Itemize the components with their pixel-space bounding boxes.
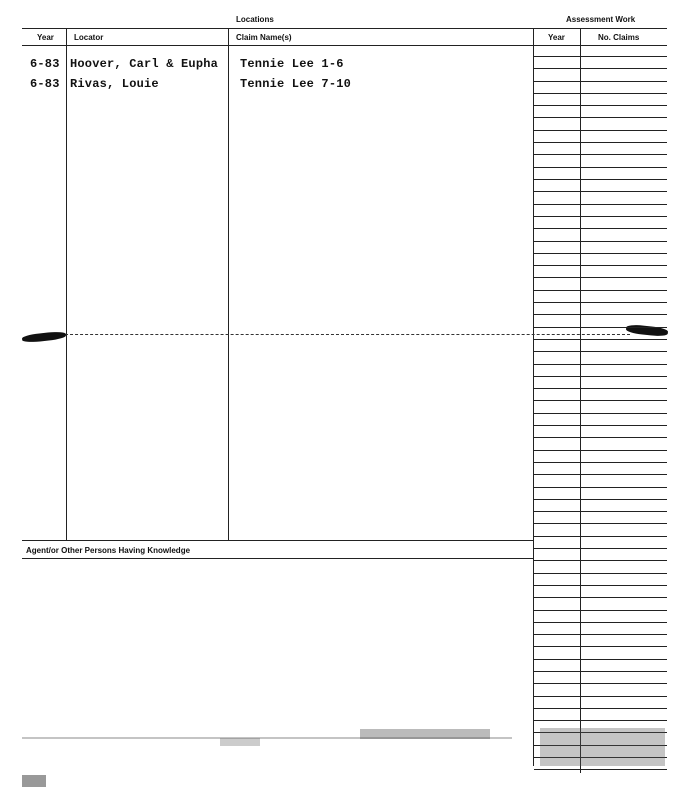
scan-noise-blob-1 (360, 729, 490, 739)
aw-ruled-line (534, 191, 667, 192)
aw-ruled-line (534, 179, 667, 180)
aw-ruled-line (534, 425, 667, 426)
agent-section-top-rule (22, 540, 534, 541)
header-bottom-rule (22, 45, 667, 46)
aw-ruled-line (534, 696, 667, 697)
aw-ruled-line (534, 228, 667, 229)
aw-ruled-line (534, 290, 667, 291)
col-claim-names-header: Claim Name(s) (236, 33, 292, 42)
aw-ruled-line (534, 277, 667, 278)
aw-ruled-line (534, 573, 667, 574)
fold-line (60, 334, 630, 335)
aw-ruled-line (534, 204, 667, 205)
aw-ruled-line (534, 302, 667, 303)
aw-ruled-line (534, 364, 667, 365)
scan-noise-blob-2 (220, 738, 260, 746)
aw-ruled-line (534, 314, 667, 315)
aw-ruled-line (534, 597, 667, 598)
aw-ruled-line (534, 56, 667, 57)
aw-ruled-line (534, 388, 667, 389)
col-year-header: Year (37, 33, 54, 42)
aw-ruled-line (534, 610, 667, 611)
aw-ruled-line (534, 142, 667, 143)
aw-ruled-line (534, 253, 667, 254)
aw-ruled-line (534, 376, 667, 377)
locations-label: Locations (236, 15, 274, 24)
aw-ruled-line (534, 265, 667, 266)
aw-ruled-line (534, 339, 667, 340)
aw-ruled-line (534, 622, 667, 623)
col-divider-year (66, 28, 67, 540)
aw-ruled-line (534, 68, 667, 69)
aw-ruled-line (534, 93, 667, 94)
aw-ruled-line (534, 511, 667, 512)
scan-noise-blob-4 (22, 775, 46, 787)
agent-section-bottom-rule (22, 558, 534, 559)
col-aw-no-claims-header: No. Claims (598, 33, 640, 42)
aw-ruled-line (534, 413, 667, 414)
aw-ruled-line (534, 634, 667, 635)
aw-ruled-line (534, 683, 667, 684)
aw-ruled-line (534, 646, 667, 647)
aw-ruled-line (534, 671, 667, 672)
aw-ruled-line (534, 105, 667, 106)
row-1-locator: Hoover, Carl & Eupha (70, 57, 219, 71)
aw-ruled-line (534, 241, 667, 242)
aw-ruled-line (534, 400, 667, 401)
aw-ruled-line (534, 659, 667, 660)
aw-ruled-line (534, 167, 667, 168)
aw-ruled-line (534, 708, 667, 709)
row-1-year: 6-83 (30, 57, 60, 71)
assessment-work-label: Assessment Work (566, 15, 636, 24)
aw-ruled-line (534, 81, 667, 82)
aw-ruled-line (534, 117, 667, 118)
col-divider-locator (228, 28, 229, 540)
aw-ruled-line (534, 560, 667, 561)
agent-section-label: Agent/or Other Persons Having Knowledge (26, 546, 191, 555)
col-locator-header: Locator (74, 33, 104, 42)
aw-ruled-line (534, 474, 667, 475)
aw-ruled-line (534, 351, 667, 352)
row-2-locator: Rivas, Louie (70, 77, 159, 91)
aw-ruled-line (534, 523, 667, 524)
aw-ruled-line (534, 450, 667, 451)
aw-ruled-line (534, 720, 667, 721)
aw-ruled-line (534, 585, 667, 586)
scan-noise-blob-3 (540, 728, 665, 766)
aw-ruled-line (534, 216, 667, 217)
aw-ruled-line (534, 437, 667, 438)
aw-ruled-line (534, 536, 667, 537)
aw-ruled-line (534, 487, 667, 488)
aw-ruled-line (534, 327, 667, 328)
aw-ruled-line (534, 769, 667, 770)
fold-mark-left (22, 331, 67, 344)
aw-ruled-line (534, 499, 667, 500)
col-aw-year-header: Year (548, 33, 565, 42)
aw-ruled-line (534, 154, 667, 155)
col-divider-claims (533, 28, 534, 766)
aw-ruled-line (534, 462, 667, 463)
row-2-claim: Tennie Lee 7-10 (240, 77, 352, 91)
aw-ruled-line (534, 548, 667, 549)
header-top-rule (22, 28, 667, 29)
row-1-claim: Tennie Lee 1-6 (240, 57, 344, 71)
fold-mark-right (626, 324, 669, 337)
row-2-year: 6-83 (30, 77, 60, 91)
aw-ruled-line (534, 130, 667, 131)
